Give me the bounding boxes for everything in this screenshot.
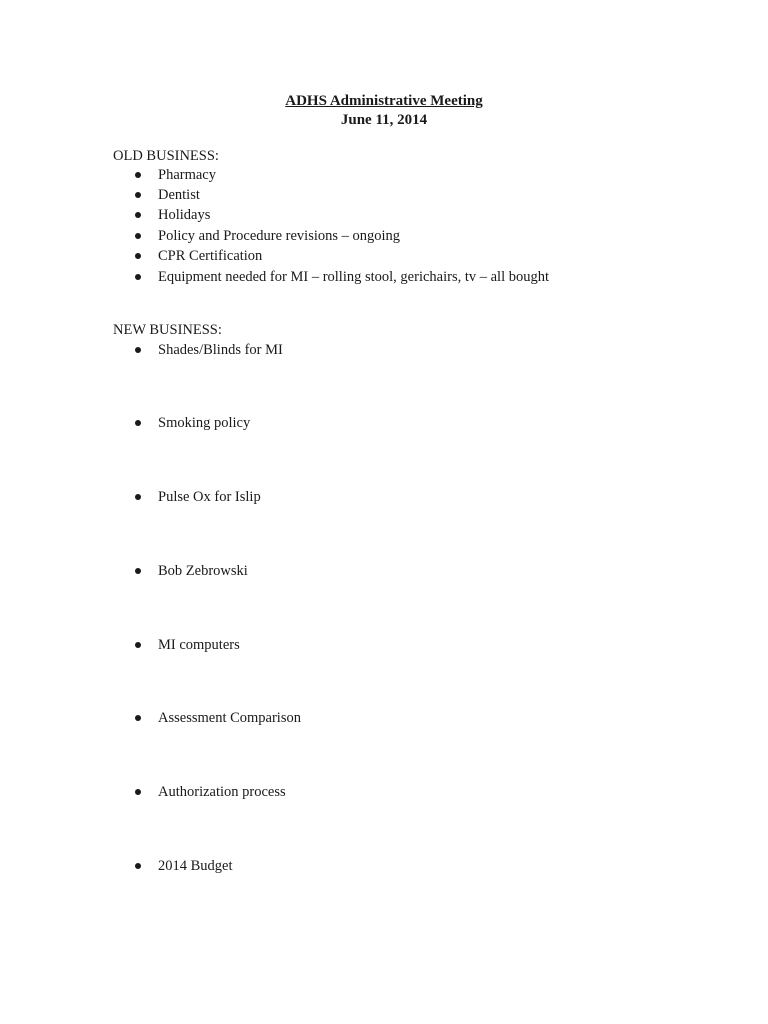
bullet-icon <box>135 715 141 721</box>
old-business-item: Pharmacy <box>135 165 216 185</box>
bullet-icon <box>135 274 141 280</box>
new-business-item: Smoking policy <box>135 413 250 433</box>
bullet-icon <box>135 494 141 500</box>
document-date: June 11, 2014 <box>340 112 428 128</box>
new-business-item: MI computers <box>135 635 240 655</box>
bullet-icon <box>135 192 141 198</box>
bullet-icon <box>135 863 141 869</box>
bullet-icon <box>135 642 141 648</box>
new-business-heading: NEW BUSINESS: <box>113 322 222 338</box>
old-business-item: Holidays <box>135 205 210 225</box>
bullet-icon <box>135 212 141 218</box>
bullet-icon <box>135 789 141 795</box>
old-business-item: Policy and Procedure revisions – ongoing <box>135 226 400 246</box>
old-business-item: Equipment needed for MI – rolling stool, gerichairs, tv – all bought <box>135 267 549 287</box>
bullet-icon <box>135 172 141 178</box>
old-business-heading: OLD BUSINESS: <box>113 148 219 164</box>
bullet-icon <box>135 347 141 353</box>
new-business-item: Authorization process <box>135 782 286 802</box>
new-business-item: Shades/Blinds for MI <box>135 340 283 360</box>
bullet-icon <box>135 253 141 259</box>
bullet-icon <box>135 233 141 239</box>
old-business-item: CPR Certification <box>135 246 262 266</box>
bullet-icon <box>135 420 141 426</box>
new-business-item: Pulse Ox for Islip <box>135 487 261 507</box>
old-business-item: Dentist <box>135 185 200 205</box>
new-business-item: 2014 Budget <box>135 856 233 876</box>
bullet-icon <box>135 568 141 574</box>
new-business-item: Assessment Comparison <box>135 708 301 728</box>
new-business-item: Bob Zebrowski <box>135 561 248 581</box>
document-title: ADHS Administrative Meeting <box>285 93 483 109</box>
